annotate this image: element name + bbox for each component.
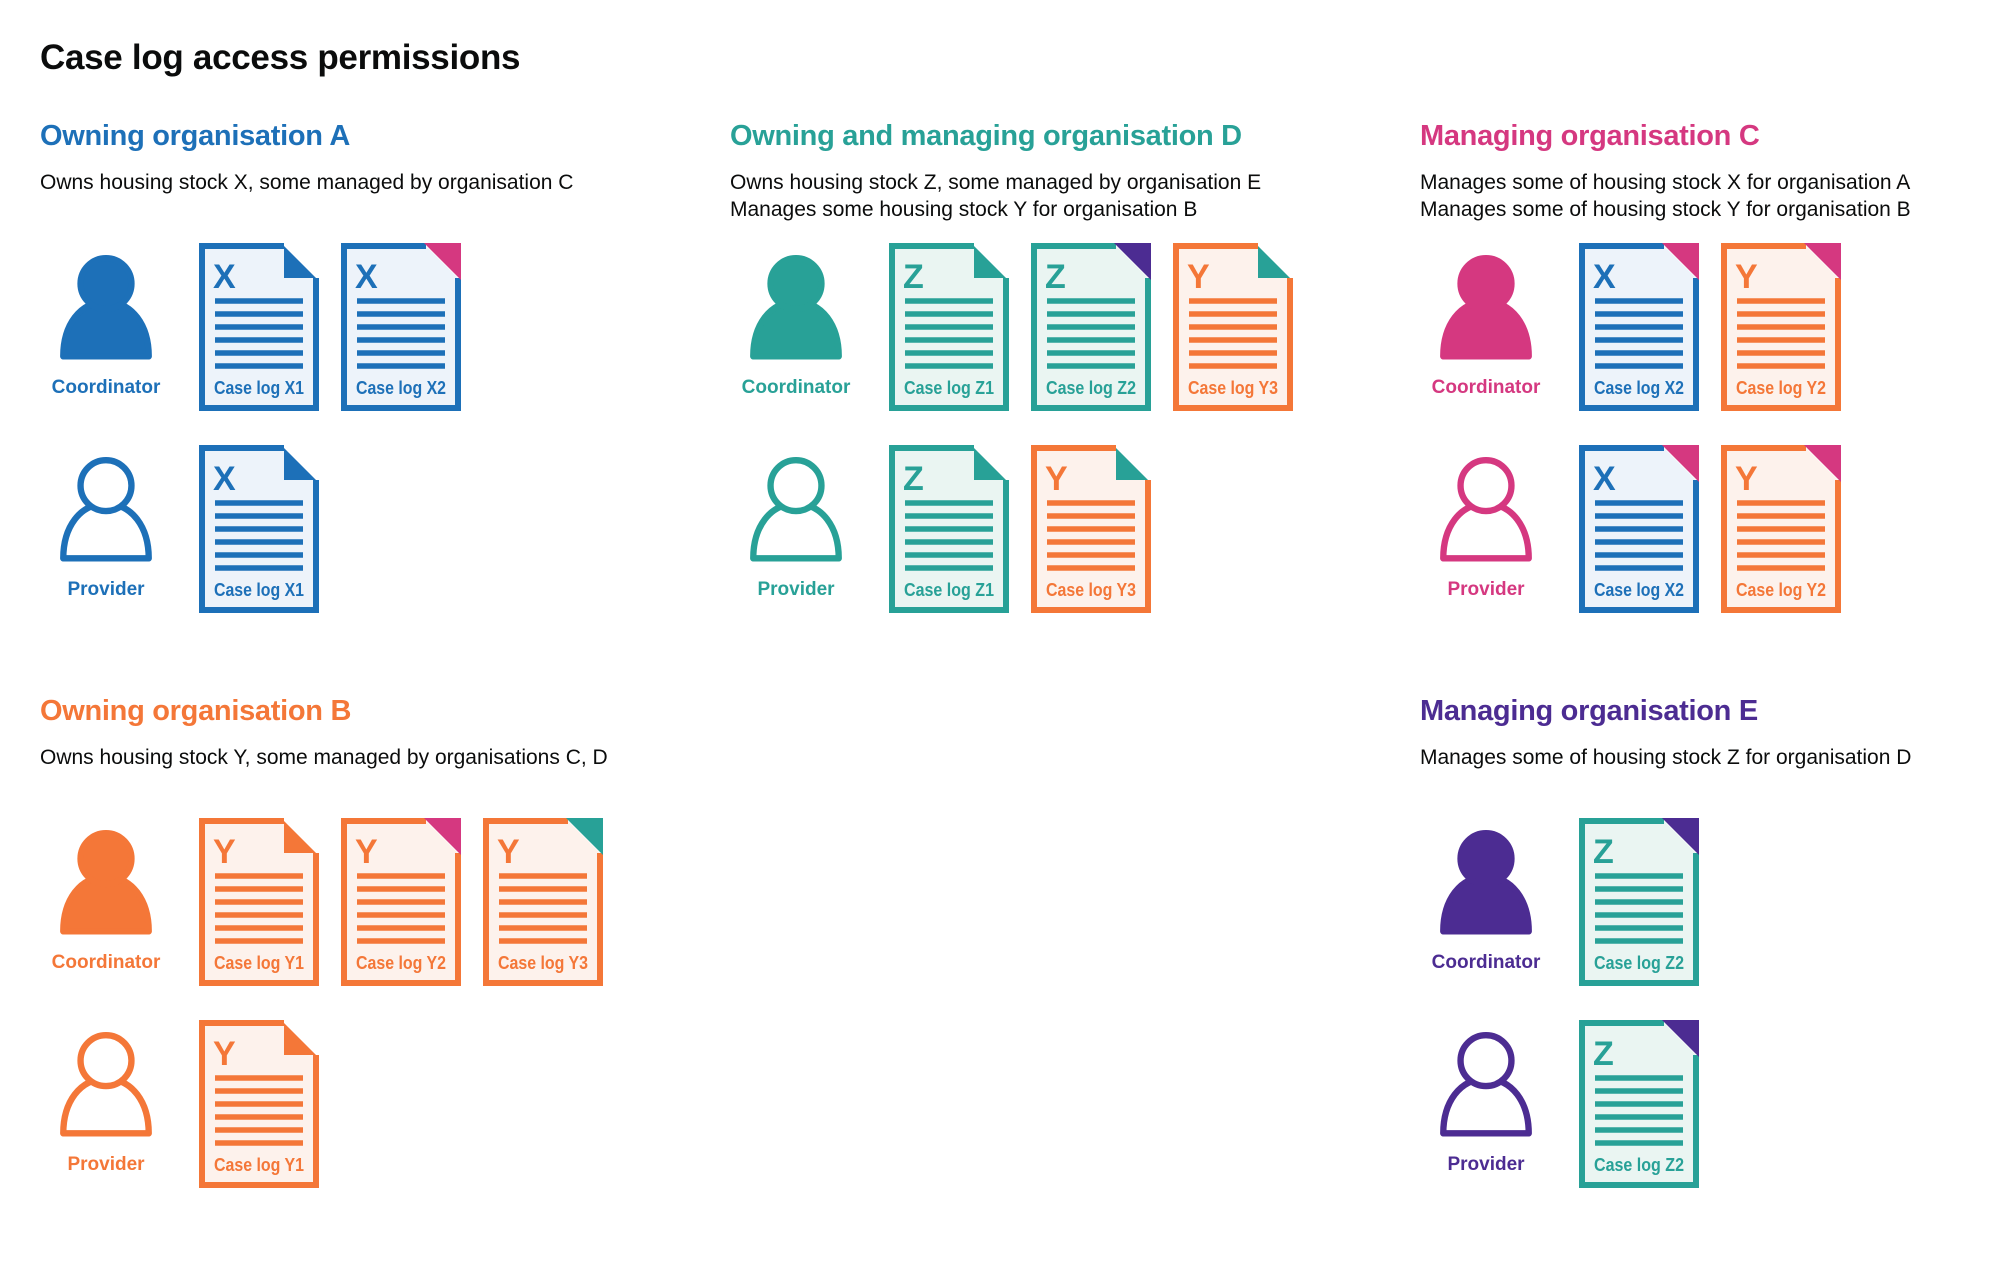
person-head — [81, 1035, 132, 1086]
case-log-documents — [199, 1020, 319, 1188]
document-label: Case log X2 — [1594, 580, 1684, 600]
stock-letter: Y — [1735, 460, 1758, 498]
person-icon — [56, 451, 156, 562]
case-log-document — [1579, 818, 1699, 986]
person-head — [81, 258, 132, 309]
stock-letter: Y — [1735, 258, 1758, 296]
document-icon — [199, 1020, 319, 1188]
person-head — [81, 833, 132, 884]
case-log-document — [1721, 243, 1841, 411]
person-icon — [746, 451, 846, 562]
person-head — [1461, 1035, 1512, 1086]
provider-block — [1420, 451, 1552, 601]
section-org-b — [40, 695, 730, 1188]
stock-letter: Z — [1593, 833, 1614, 871]
section-title: Owning organisation B — [40, 695, 352, 727]
section-description-line: Manages some of housing stock Z for organisation D — [1420, 746, 1912, 769]
document-icon — [199, 818, 319, 986]
person-head — [1461, 460, 1512, 511]
document-icon — [483, 818, 603, 986]
case-log-document — [1721, 445, 1841, 613]
document-icon — [889, 243, 1009, 411]
role-label: Coordinator — [1431, 377, 1541, 398]
person-head — [1461, 833, 1512, 884]
role-label: Provider — [1447, 1154, 1525, 1175]
case-log-document — [341, 818, 461, 986]
provider-row — [1420, 445, 1960, 613]
coordinator-block — [1420, 824, 1552, 974]
role-label: Coordinator — [741, 377, 851, 398]
folded-corner-icon — [284, 448, 316, 480]
stock-letter: X — [1593, 460, 1616, 498]
case-log-document — [341, 243, 461, 411]
document-label: Case log X1 — [214, 580, 304, 600]
folded-corner-icon — [284, 246, 316, 278]
provider-icon — [746, 451, 846, 567]
document-icon — [1579, 243, 1699, 411]
section-description — [40, 744, 730, 800]
document-label: Case log Y2 — [1736, 580, 1826, 600]
section-description-line: Manages some of housing stock Y for organisation B — [1420, 198, 1911, 221]
document-label: Case log Y3 — [1046, 580, 1136, 600]
document-label: Case log Z1 — [904, 580, 994, 600]
stock-letter: Y — [355, 833, 378, 871]
document-label: Case log Z2 — [1594, 953, 1684, 973]
person-icon — [56, 249, 156, 360]
case-log-documents — [889, 243, 1293, 411]
provider-icon — [56, 1026, 156, 1142]
document-label: Case log Y1 — [214, 1155, 304, 1175]
case-log-document — [1579, 445, 1699, 613]
coordinator-icon — [56, 249, 156, 365]
case-log-document — [889, 445, 1009, 613]
stock-letter: Z — [1593, 1035, 1614, 1073]
document-icon — [341, 243, 461, 411]
section-description-line: Manages some of housing stock X for organisation A — [1420, 171, 1911, 194]
section-description — [1420, 169, 1960, 225]
person-icon — [56, 1026, 156, 1137]
person-icon — [746, 249, 846, 360]
coordinator-row — [40, 818, 730, 986]
case-log-documents — [1579, 445, 1841, 613]
provider-block — [40, 451, 172, 601]
stock-letter: X — [213, 460, 236, 498]
provider-block — [730, 451, 862, 601]
coordinator-block — [40, 249, 172, 399]
stock-letter: Y — [1187, 258, 1210, 296]
section-org-a — [40, 120, 730, 613]
permissions-diagram — [40, 120, 1960, 1188]
section-title: Owning and managing organisation D — [730, 120, 1242, 152]
stock-letter: Y — [213, 1035, 236, 1073]
coordinator-row — [1420, 818, 1960, 986]
stock-letter: Y — [1045, 460, 1068, 498]
section-org-c — [1420, 120, 1960, 613]
provider-block — [40, 1026, 172, 1176]
person-icon — [1436, 1026, 1536, 1137]
document-icon — [1031, 445, 1151, 613]
section-title: Managing organisation C — [1420, 120, 1760, 152]
person-icon — [1436, 451, 1536, 562]
provider-icon — [1436, 1026, 1536, 1142]
case-log-document — [1579, 1020, 1699, 1188]
provider-row — [1420, 1020, 1960, 1188]
section-title: Managing organisation E — [1420, 695, 1758, 727]
coordinator-block — [1420, 249, 1552, 399]
case-log-document — [199, 243, 319, 411]
provider-icon — [56, 451, 156, 567]
case-log-documents — [1579, 1020, 1699, 1188]
role-label: Provider — [757, 579, 835, 600]
folded-corner-icon — [284, 1023, 316, 1055]
case-log-document — [483, 818, 603, 986]
section-description-line: Owns housing stock Z, some managed by organisation E — [730, 171, 1262, 194]
coordinator-row — [1420, 243, 1960, 411]
folded-corner-icon — [1116, 448, 1148, 480]
person-icon — [56, 824, 156, 935]
case-log-documents — [199, 243, 461, 411]
case-log-document — [199, 445, 319, 613]
role-label: Coordinator — [51, 952, 161, 973]
folded-corner-icon — [974, 246, 1006, 278]
section-org-d — [730, 120, 1420, 613]
stock-letter: Y — [497, 833, 520, 871]
stock-letter: X — [213, 258, 236, 296]
page-title: Case log access permissions — [40, 38, 521, 77]
case-log-documents — [199, 818, 603, 986]
coordinator-icon — [1436, 824, 1536, 940]
person-icon — [1436, 824, 1536, 935]
role-label: Provider — [67, 579, 145, 600]
document-icon — [1173, 243, 1293, 411]
stock-letter: X — [355, 258, 378, 296]
folded-corner-icon — [1258, 246, 1290, 278]
role-label: Coordinator — [51, 377, 161, 398]
person-head — [81, 460, 132, 511]
role-label: Coordinator — [1431, 952, 1541, 973]
stock-letter: Z — [903, 258, 924, 296]
document-icon — [341, 818, 461, 986]
document-label: Case log Y3 — [1188, 378, 1278, 398]
person-head — [771, 460, 822, 511]
case-log-document — [1579, 243, 1699, 411]
case-log-document — [1031, 445, 1151, 613]
document-icon — [199, 243, 319, 411]
stock-letter: Z — [1045, 258, 1066, 296]
provider-row — [40, 445, 730, 613]
coordinator-block — [40, 824, 172, 974]
folded-corner-icon — [284, 821, 316, 853]
document-label: Case log X2 — [356, 378, 446, 398]
document-label: Case log Z2 — [1594, 1155, 1684, 1175]
document-label: Case log Y3 — [498, 953, 588, 973]
case-log-document — [889, 243, 1009, 411]
document-label: Case log Y1 — [214, 953, 304, 973]
role-label: Provider — [67, 1154, 145, 1175]
document-icon — [1721, 243, 1841, 411]
document-label: Case log Y2 — [356, 953, 446, 973]
document-icon — [1579, 445, 1699, 613]
document-label: Case log X2 — [1594, 378, 1684, 398]
role-label: Provider — [1447, 579, 1525, 600]
person-head — [1461, 258, 1512, 309]
case-log-documents — [889, 445, 1151, 613]
document-icon — [1721, 445, 1841, 613]
case-log-document — [1031, 243, 1151, 411]
document-icon — [1579, 818, 1699, 986]
coordinator-icon — [1436, 249, 1536, 365]
document-icon — [199, 445, 319, 613]
section-description — [730, 169, 1420, 225]
document-label: Case log Y2 — [1736, 378, 1826, 398]
stock-letter: Z — [903, 460, 924, 498]
coordinator-block — [730, 249, 862, 399]
document-icon — [1031, 243, 1151, 411]
case-log-document — [199, 818, 319, 986]
provider-row — [40, 1020, 730, 1188]
provider-block — [1420, 1026, 1552, 1176]
case-log-documents — [1579, 243, 1841, 411]
case-log-documents — [199, 445, 319, 613]
section-description — [1420, 744, 1960, 800]
coordinator-icon — [56, 824, 156, 940]
section-description — [40, 169, 730, 225]
stock-letter: X — [1593, 258, 1616, 296]
stock-letter: Y — [213, 833, 236, 871]
document-label: Case log Z2 — [1046, 378, 1136, 398]
provider-row — [730, 445, 1420, 613]
section-title: Owning organisation A — [40, 120, 351, 152]
person-icon — [1436, 249, 1536, 360]
coordinator-icon — [746, 249, 846, 365]
document-label: Case log Z1 — [904, 378, 994, 398]
case-log-documents — [1579, 818, 1699, 986]
document-icon — [1579, 1020, 1699, 1188]
document-label: Case log X1 — [214, 378, 304, 398]
person-head — [771, 258, 822, 309]
document-icon — [889, 445, 1009, 613]
section-description-line: Manages some housing stock Y for organisation B — [730, 198, 1198, 221]
case-log-document — [199, 1020, 319, 1188]
folded-corner-icon — [974, 448, 1006, 480]
section-org-e — [1420, 695, 1960, 1188]
section-description-line: Owns housing stock Y, some managed by organisations C, D — [40, 746, 608, 769]
case-log-document — [1173, 243, 1293, 411]
coordinator-row — [40, 243, 730, 411]
provider-icon — [1436, 451, 1536, 567]
coordinator-row — [730, 243, 1420, 411]
section-description-line: Owns housing stock X, some managed by organisation C — [40, 171, 574, 194]
